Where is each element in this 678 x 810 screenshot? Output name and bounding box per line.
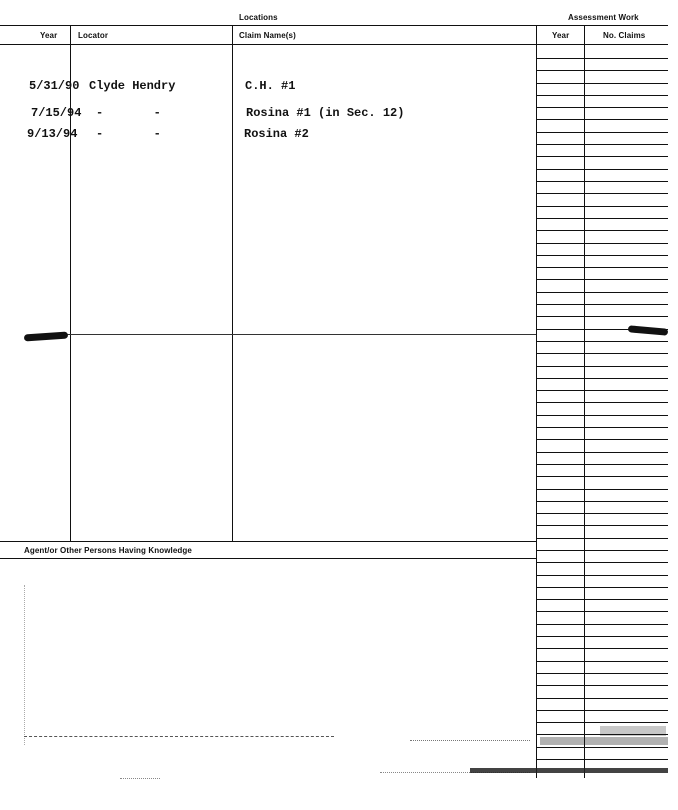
entry-2-claim: Rosina #1 (in Sec. 12) xyxy=(246,106,405,120)
assessment-grid-row-line xyxy=(537,513,668,514)
assessment-grid-row-line xyxy=(537,169,668,170)
assessment-grid-row-line xyxy=(537,353,668,354)
assessment-year-column-header: Year xyxy=(552,31,570,40)
assessment-grid-row-line xyxy=(537,439,668,440)
assessment-grid-row-line xyxy=(537,722,668,723)
assessment-grid-row-line xyxy=(537,648,668,649)
agent-section-label: Agent/or Other Persons Having Knowledge xyxy=(24,546,192,555)
assessment-grid-row-line xyxy=(537,710,668,711)
assessment-grid-row-line xyxy=(537,378,668,379)
entry-1-claim: C.H. #1 xyxy=(245,79,296,93)
assessment-grid-row-line xyxy=(537,58,668,59)
assessment-grid-row-line xyxy=(537,206,668,207)
entry-3-claim: Rosina #2 xyxy=(244,127,309,141)
assessment-grid-row-line xyxy=(537,218,668,219)
assessment-grid-row-line xyxy=(537,599,668,600)
assessment-grid-row-line xyxy=(537,144,668,145)
assessment-grid-row-line xyxy=(537,525,668,526)
scan-dark-patch xyxy=(600,726,666,736)
assessment-grid-row-line xyxy=(537,255,668,256)
faint-edge-marks xyxy=(24,585,25,745)
assessment-grid-row-line xyxy=(537,538,668,539)
assessment-grid-row-line xyxy=(537,698,668,699)
assessment-grid-row-line xyxy=(537,587,668,588)
assessment-grid-row-line xyxy=(537,562,668,563)
assessment-grid-row-line xyxy=(537,366,668,367)
entry-2-year: 7/15/94 xyxy=(31,106,82,120)
assessment-grid-row-line xyxy=(537,119,668,120)
header-rule-left xyxy=(0,44,536,45)
assessment-grid-row-line xyxy=(537,267,668,268)
entry-3-locator: - - xyxy=(96,127,161,141)
assessment-grid-row-line xyxy=(537,550,668,551)
locations-title: Locations xyxy=(239,13,278,22)
scan-dark-bar xyxy=(470,768,668,773)
fold-line xyxy=(66,334,536,335)
assessment-grid-row-line xyxy=(537,83,668,84)
assessment-grid-row-line xyxy=(537,575,668,576)
assessment-grid-row-line xyxy=(537,402,668,403)
assessment-grid-row-line xyxy=(537,279,668,280)
assessment-work-title: Assessment Work xyxy=(568,13,639,22)
assessment-grid-row-line xyxy=(537,661,668,662)
assessment-grid-row-line xyxy=(537,132,668,133)
assessment-grid-row-line xyxy=(537,476,668,477)
entry-1-locator: Clyde Hendry xyxy=(89,79,176,93)
scan-noise-line xyxy=(24,736,334,737)
assessment-grid-row-line xyxy=(537,673,668,674)
locator-column-header: Locator xyxy=(78,31,109,40)
locator-claim-divider xyxy=(232,26,233,541)
year-locator-divider xyxy=(70,26,71,541)
entry-1-year: 5/31/90 xyxy=(29,79,80,93)
entry-3-year: 9/13/94 xyxy=(27,127,78,141)
scan-noise-line xyxy=(410,740,530,741)
year-column-header: Year xyxy=(40,31,58,40)
assessment-grid-row-line xyxy=(537,611,668,612)
right-marker-blob xyxy=(628,325,668,335)
assessment-grid-row-line xyxy=(537,452,668,453)
assessment-grid-row-line xyxy=(537,156,668,157)
assessment-grid-row-line xyxy=(537,304,668,305)
claim-names-column-header: Claim Name(s) xyxy=(239,31,296,40)
assessment-grid-row-line xyxy=(537,243,668,244)
assessment-grid-row-line xyxy=(537,624,668,625)
left-marker-blob xyxy=(24,331,68,341)
assessment-grid-row-line xyxy=(537,193,668,194)
scan-dark-patch xyxy=(540,737,668,745)
assessment-grid-row-line xyxy=(537,464,668,465)
assessment-grid-row-line xyxy=(537,316,668,317)
assessment-grid-row-line xyxy=(537,747,668,748)
agent-section-rule xyxy=(0,558,536,559)
assessment-grid-row-line xyxy=(537,489,668,490)
assessment-grid-row-line xyxy=(537,292,668,293)
assessment-grid-row-line xyxy=(537,230,668,231)
assessment-grid-row-line xyxy=(537,107,668,108)
assessment-grid-row-line xyxy=(537,95,668,96)
assessment-grid-row-line xyxy=(537,501,668,502)
top-rule xyxy=(0,25,668,26)
assessment-grid-row-line xyxy=(537,70,668,71)
header-rule-right xyxy=(536,44,668,45)
scan-noise-line xyxy=(120,778,160,779)
location-table-bottom-rule xyxy=(0,541,536,542)
assessment-grid-row-line xyxy=(537,636,668,637)
assessment-grid-row-line xyxy=(537,415,668,416)
assessment-claims-column-header: No. Claims xyxy=(603,31,646,40)
assessment-grid-row-line xyxy=(537,759,668,760)
assessment-grid-row-line xyxy=(537,329,668,330)
assessment-grid-row-line xyxy=(537,390,668,391)
assessment-grid-row-line xyxy=(537,341,668,342)
entry-2-locator: - - xyxy=(96,106,161,120)
assessment-grid-row-line xyxy=(537,685,668,686)
assessment-grid-row-line xyxy=(537,181,668,182)
assessment-grid-row-line xyxy=(537,427,668,428)
